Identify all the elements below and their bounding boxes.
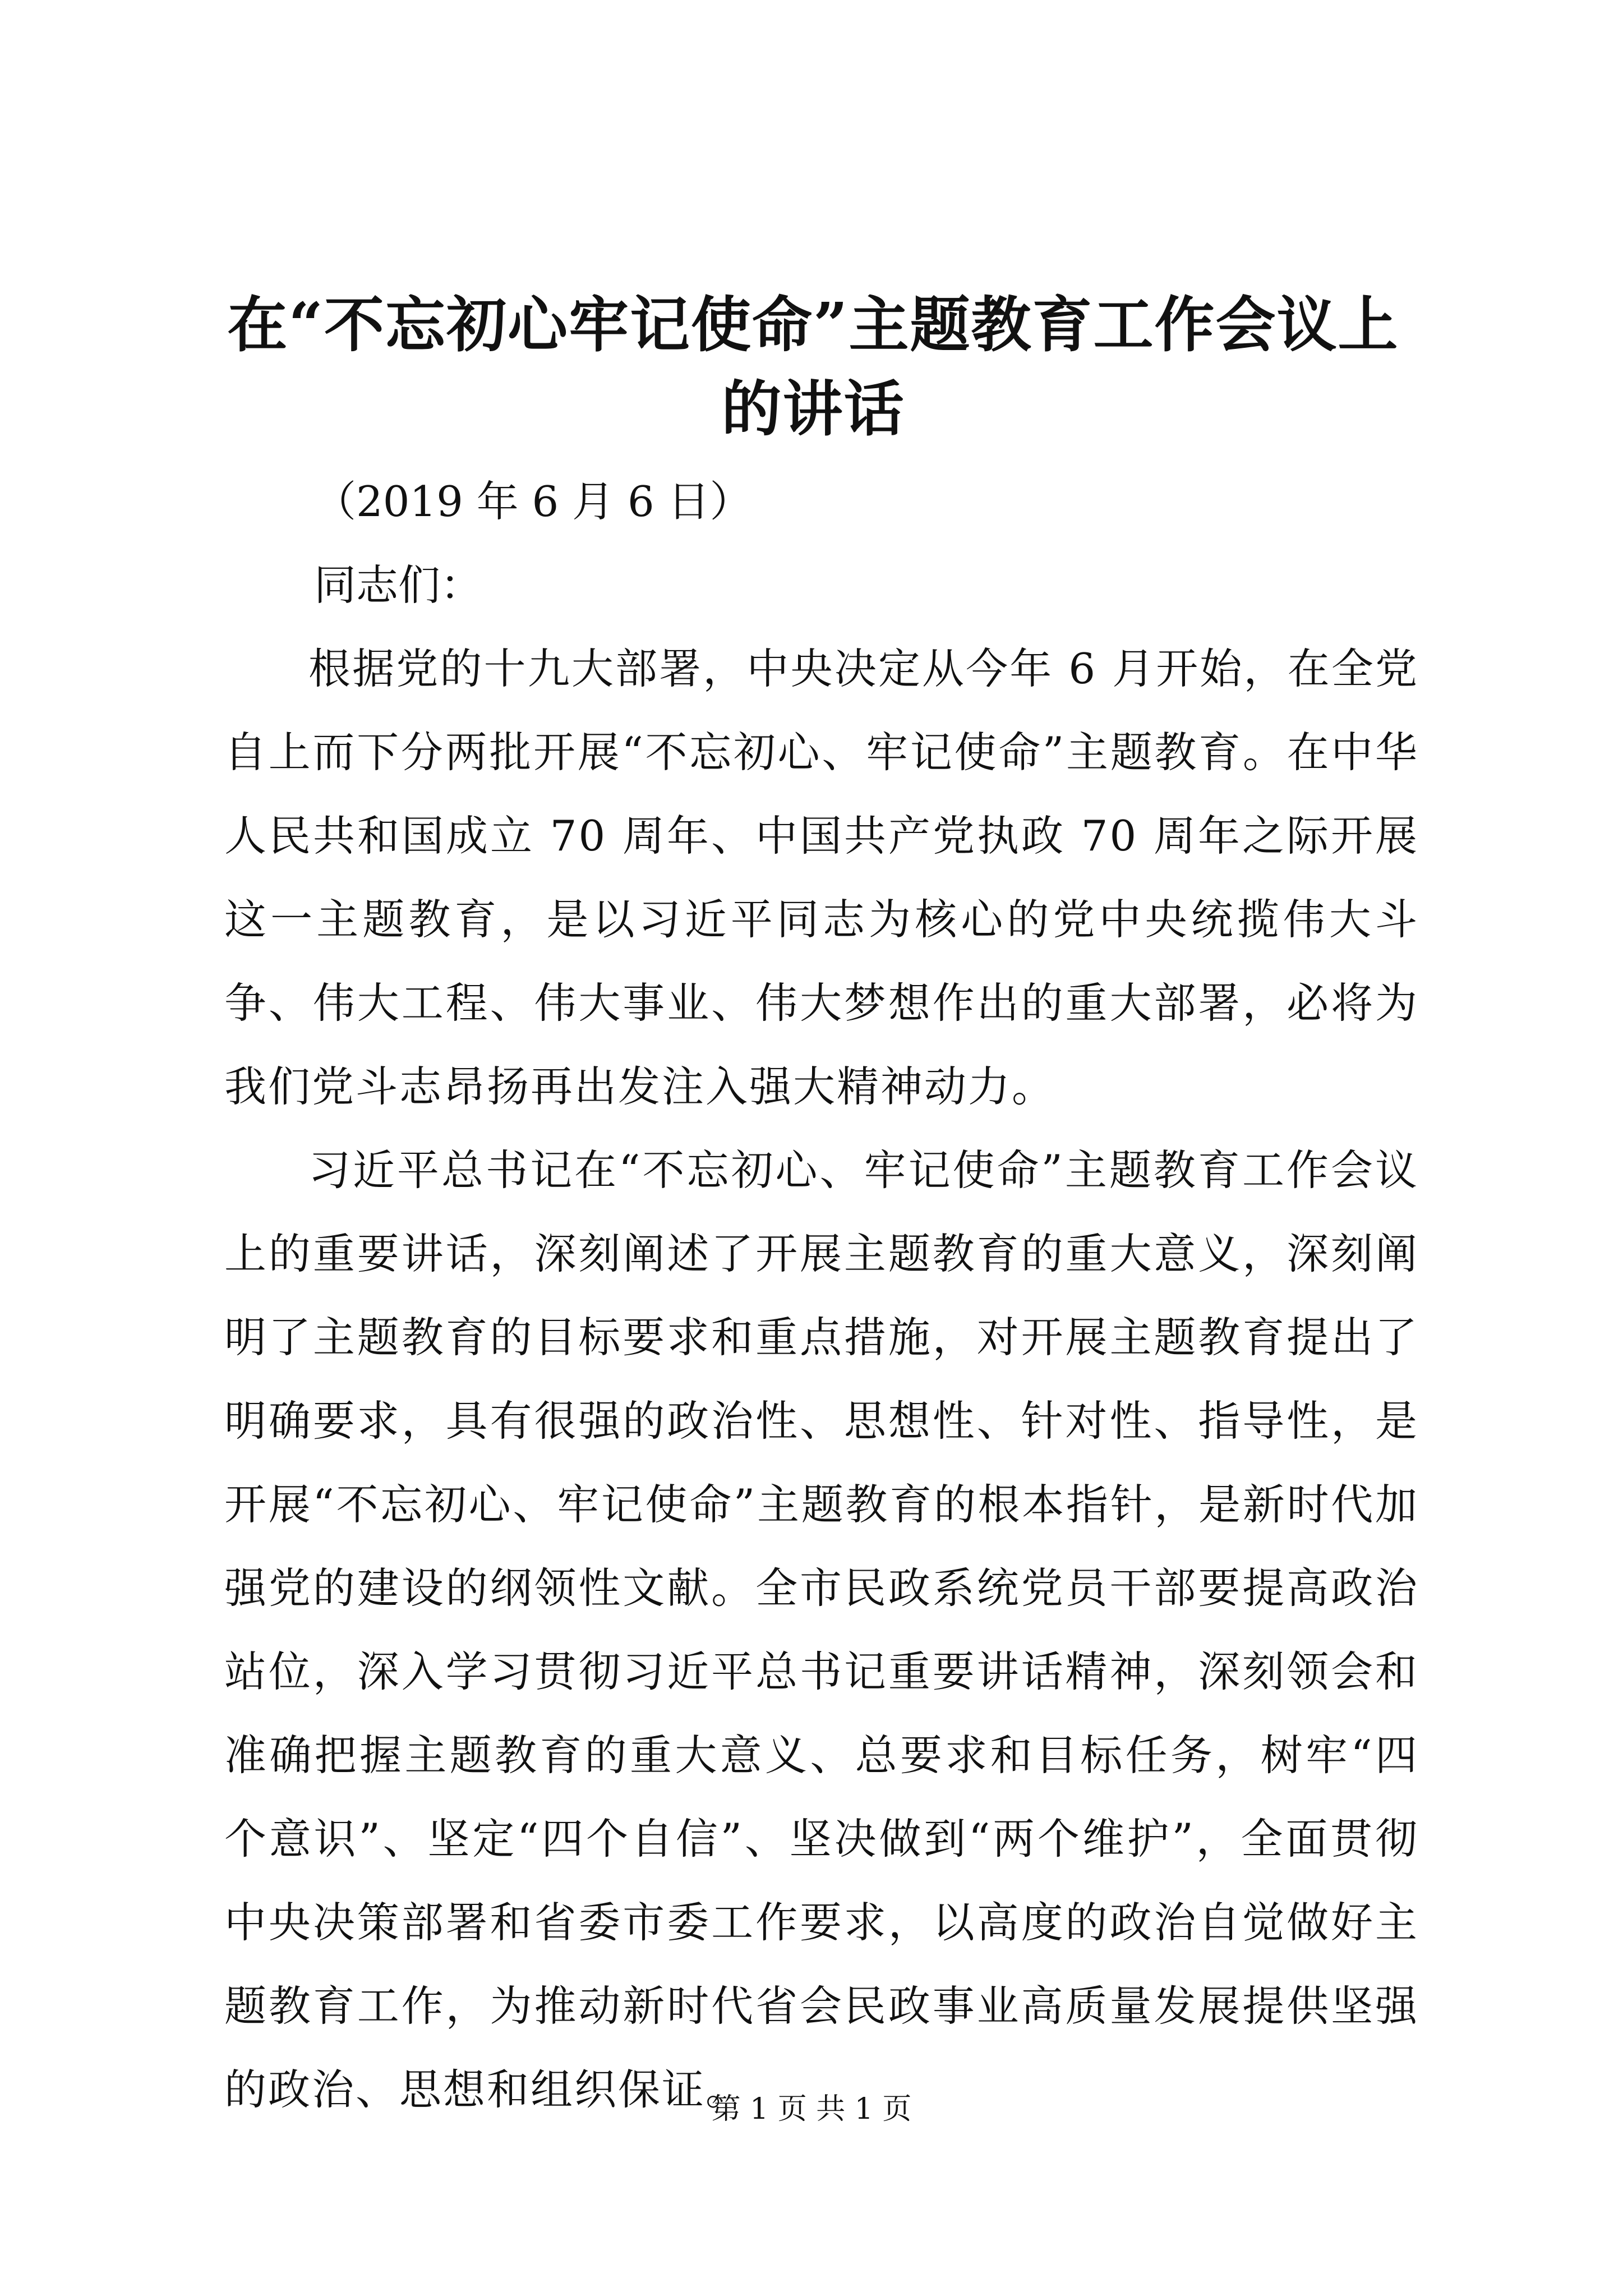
title-line-1: 在“不忘初心牢记使命”主题教育工作会议上: [227, 290, 1399, 360]
paragraph-2: 习近平总书记在“不忘初心、牢记使命”主题教育工作会议上的重要讲话，深刻阐述了开展主题教育的重大意义，深刻阐明了主题教育的目标要求和重点措施，对开展主题教育提出了明确要求，具有很强的政治性、思想性、针对性、指导性，是开展“不忘初心、牢记使命”主题教育的根本指针，是新时代加强党的建设的纲领性文献。全市民政系统党员干部要提高政治站位，深入学习贯彻习近平总书记重要讲话精神，深刻领会和准确把握主题教育的重大意义、总要求和目标任务，树牢“四个意识”、坚定“四个自信”、坚决做到“两个维护”，全面贯彻中央决策部署和省委市委工作要求，以高度的政治自觉做好主题教育工作，为推动新时代省会民政事业高质量发展提供坚强的政治、思想和组织保证。: [224, 1145, 1419, 2114]
speech-date: （2019 年 6 月 6 日）: [314, 477, 752, 526]
document-body: [224, 460, 1419, 2132]
salutation: 同志们：: [314, 560, 483, 610]
title-line-2: 的讲话: [721, 374, 905, 444]
document-title: [185, 283, 1441, 452]
paragraph-1: 根据党的十九大部署，中央决定从今年 6 月开始，在全党自上而下分两批开展“不忘初心、牢记使命”主题教育。在中华人民共和国成立 70 周年、中国共产党执政 70 周年之际开展这一主题教育，是以习近平同志为核心的党中央统揽伟大斗争、伟大工程、伟大事业、伟大梦想作出的重大部署，必将为我们党斗志昂扬再出发注入强大精神动力。: [224, 644, 1419, 1111]
page-footer: 第 1 页 共 1 页: [711, 2092, 912, 2126]
